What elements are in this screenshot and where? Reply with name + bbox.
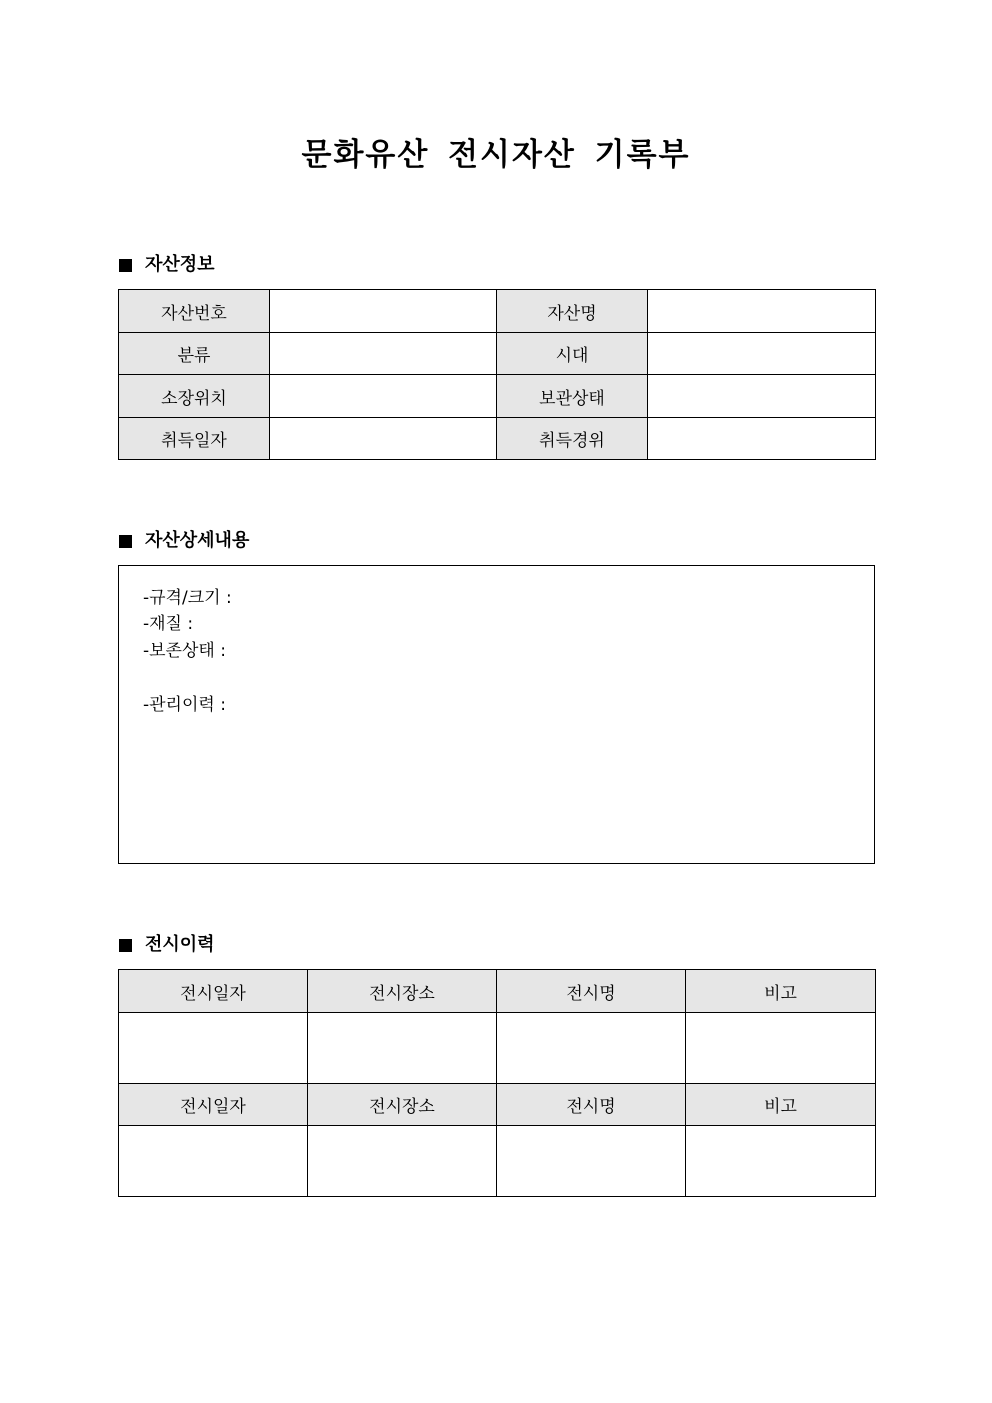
location-field[interactable]	[270, 375, 497, 418]
remarks-header: 비고	[686, 970, 876, 1013]
exhibition-venue-header: 전시장소	[308, 970, 497, 1013]
asset-number-label: 자산번호	[119, 290, 270, 333]
asset-name-label: 자산명	[497, 290, 648, 333]
detail-line-preservation: -보존상태 :	[143, 641, 226, 661]
exhibition-history-heading-text: 전시이력	[145, 934, 215, 955]
detail-line-material: -재질 :	[143, 614, 194, 634]
exhibition-name-field[interactable]	[497, 1013, 686, 1084]
square-bullet-icon	[119, 939, 132, 952]
asset-info-heading	[119, 253, 215, 277]
square-bullet-icon	[119, 535, 132, 548]
asset-name-field[interactable]	[648, 290, 876, 333]
square-bullet-icon	[119, 259, 132, 272]
detail-line-size: -규격/크기 :	[143, 588, 232, 608]
exhibition-date-header: 전시일자	[119, 970, 308, 1013]
asset-details-box[interactable]	[118, 565, 875, 864]
era-field[interactable]	[648, 333, 876, 375]
category-field[interactable]	[270, 333, 497, 375]
remarks-field[interactable]	[686, 1126, 876, 1197]
asset-details-heading-text: 자산상세내용	[145, 530, 250, 551]
table-row	[119, 375, 876, 418]
table-row	[119, 1126, 876, 1197]
table-row	[119, 1013, 876, 1084]
table-row	[119, 418, 876, 460]
table-header-row	[119, 970, 876, 1013]
exhibition-date-header: 전시일자	[119, 1084, 308, 1126]
exhibition-history-table	[118, 969, 876, 1197]
table-header-row	[119, 1084, 876, 1126]
era-label: 시대	[497, 333, 648, 375]
exhibition-name-header: 전시명	[497, 970, 686, 1013]
acquisition-date-label: 취득일자	[119, 418, 270, 460]
exhibition-venue-field[interactable]	[308, 1126, 497, 1197]
exhibition-name-field[interactable]	[497, 1126, 686, 1197]
exhibition-history-heading	[119, 933, 215, 957]
asset-info-heading-text: 자산정보	[145, 254, 215, 275]
exhibition-date-field[interactable]	[119, 1013, 308, 1084]
acquisition-method-field[interactable]	[648, 418, 876, 460]
exhibition-date-field[interactable]	[119, 1126, 308, 1197]
asset-details-heading	[119, 529, 249, 553]
exhibition-venue-header: 전시장소	[308, 1084, 497, 1126]
location-label: 소장위치	[119, 375, 270, 418]
detail-line-management-history: -관리이력 :	[143, 695, 226, 715]
storage-condition-label: 보관상태	[497, 375, 648, 418]
remarks-header: 비고	[686, 1084, 876, 1126]
asset-number-field[interactable]	[270, 290, 497, 333]
exhibition-venue-field[interactable]	[308, 1013, 497, 1084]
category-label: 분류	[119, 333, 270, 375]
storage-condition-field[interactable]	[648, 375, 876, 418]
acquisition-method-label: 취득경위	[497, 418, 648, 460]
table-row	[119, 333, 876, 375]
acquisition-date-field[interactable]	[270, 418, 497, 460]
asset-info-table	[118, 289, 876, 460]
table-row	[119, 290, 876, 333]
exhibition-name-header: 전시명	[497, 1084, 686, 1126]
page-title: 문화유산 전시자산 기록부	[301, 137, 691, 173]
remarks-field[interactable]	[686, 1013, 876, 1084]
